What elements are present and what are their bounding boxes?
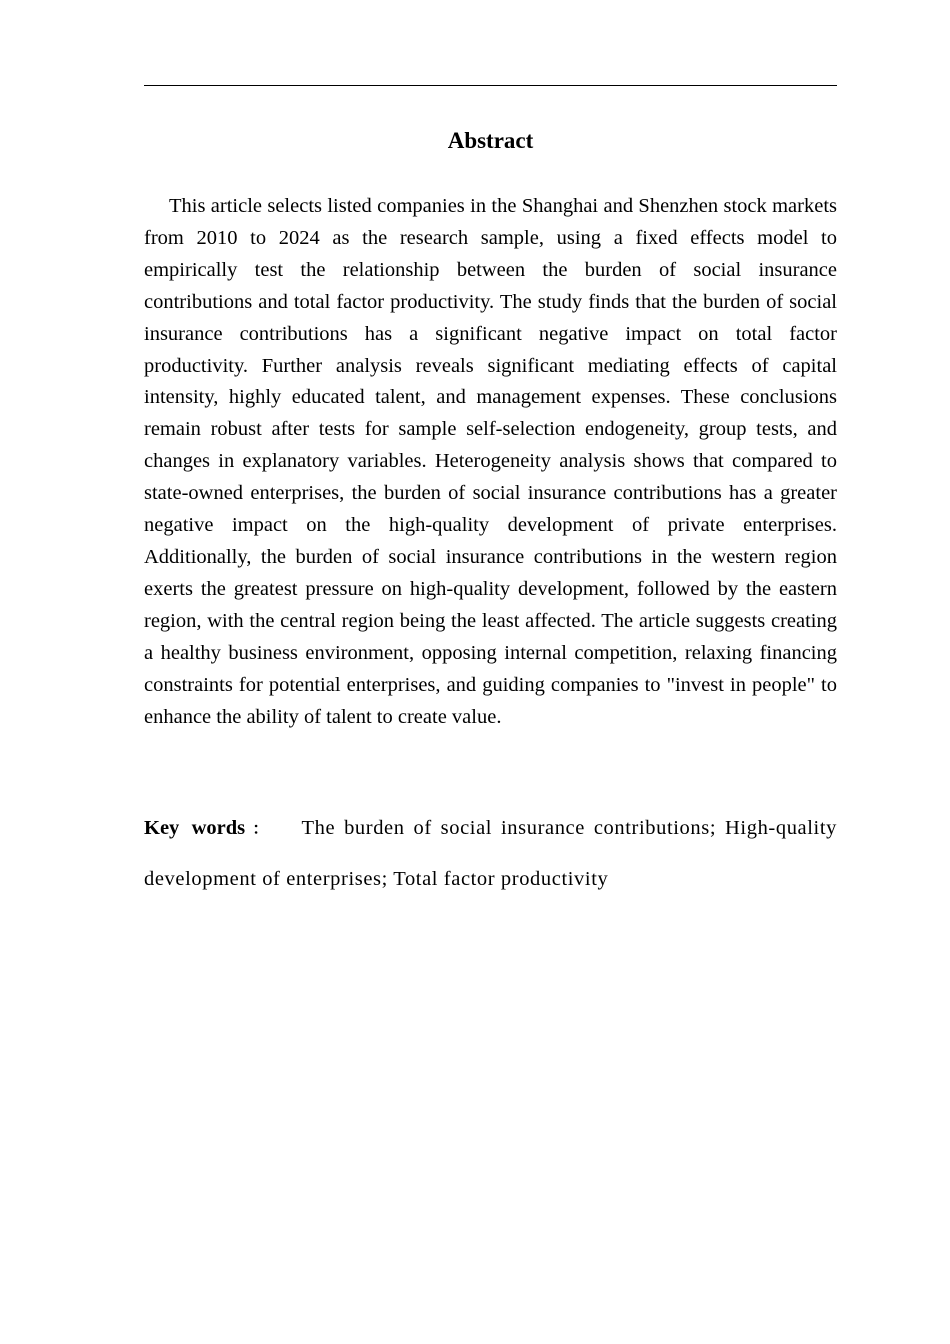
header-rule	[144, 85, 837, 86]
keywords-paragraph	[144, 804, 837, 904]
keywords-separator: ：	[249, 821, 272, 838]
keywords-label: Key words	[144, 817, 246, 839]
abstract-title: Abstract	[447, 128, 534, 153]
keywords-text: The burden of social insurance contributions; High-quality development of enterprises; Total factor productivity	[144, 817, 837, 890]
abstract-body: This article selects listed companies in the Shanghai and Shenzhen stock markets from 2010 to 2024 as the research sample, using a fixed effects model to empirically test the relationship between the burden of social insurance contributions and total factor productivity. The study finds that the burden of social insurance contributions has a significant negative impact on total factor productivity. Further analysis reveals significant mediating effects of capital intensity, highly educated talent, and management expenses. These conclusions remain robust after tests for sample self-selection endogeneity, group tests, and changes in explanatory variables. Heterogeneity analysis shows that compared to state-owned enterprises, the burden of social insurance contributions has a greater negative impact on the high-quality development of private enterprises. Additionally, the burden of social insurance contributions in the western region exerts the greatest pressure on high-quality development, followed by the eastern region, with the central region being the least affected. The article suggests creating a healthy business environment, opposing internal competition, relaxing financing constraints for potential enterprises, and guiding companies to "invest in people" to enhance the ability of talent to create value.	[144, 195, 837, 728]
